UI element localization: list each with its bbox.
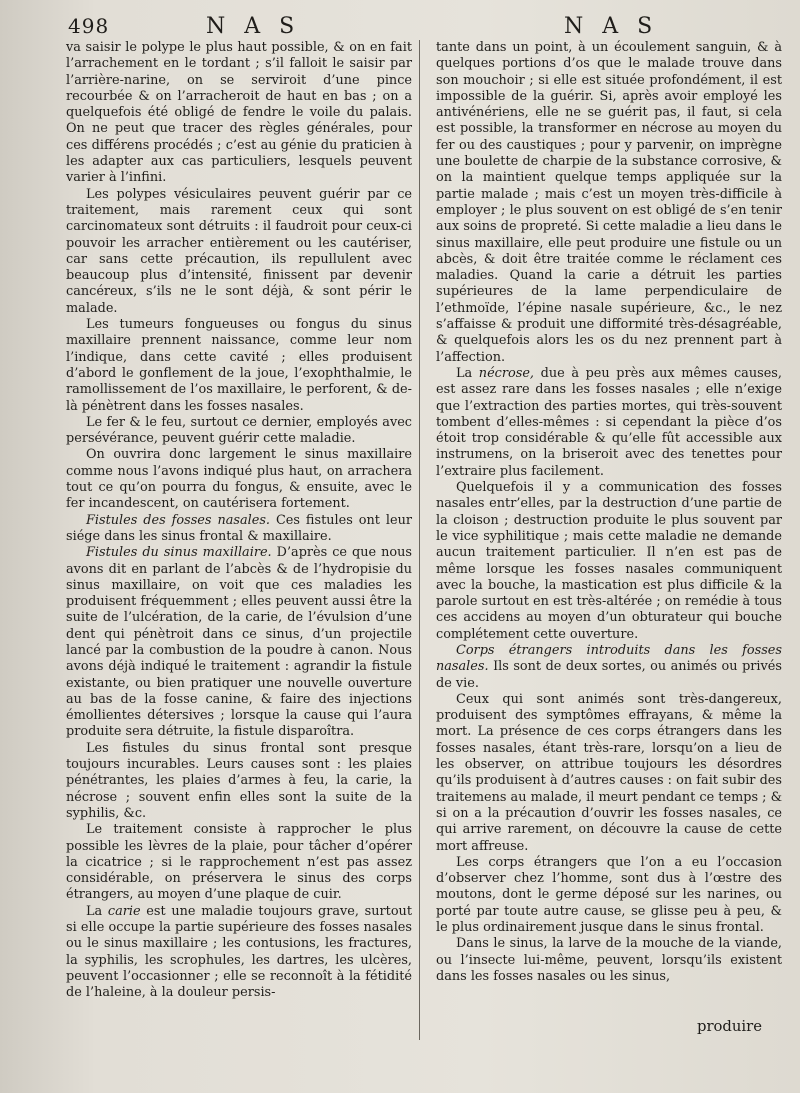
paragraph [436, 855, 782, 936]
paragraph [66, 40, 412, 187]
paragraph-text: va saisir le polype le plus haut possible, & on en fait l’arrachement en le tordant ; s’il falloit le saisir par l’arrière-narine, on se serviroit d’une pince recourbée & on l’arracheroit de haut en bas ; on a quelquefois été obligé de fendre le voile du palais. On ne peut que tracer des règles générales, pour ces différens procédés ; c’est au génie du praticien à les adapter aux cas particuliers, lesquels peuvent varier à l’infini. [66, 40, 412, 186]
paragraph [66, 447, 412, 512]
paragraph-text: Les fistules du sinus frontal sont presque toujours incurables. Leurs causes sont : les plaies pénétrantes, les plaies d’armes à feu, la carie, la nécrose ; souvent enfin elles sont la suite de la syphilis, &c. [66, 740, 412, 821]
paragraph [436, 643, 782, 692]
paragraph [66, 822, 412, 903]
paragraph-text: Ces fistules ont leur siége dans les sinus frontal & maxillaire. [66, 512, 412, 544]
paragraph [66, 317, 412, 415]
paragraph-prefix: La [86, 903, 108, 919]
column-divider [419, 40, 420, 1040]
paragraph-text: Le fer & le feu, surtout ce dernier, employés avec persévérance, peuvent guérir cette maladie. [66, 414, 412, 447]
paragraph-text: D’après ce que nous avons dit en parlant de l’abcès & de l’hydropisie du sinus maxillaire, on voit que ces maladies les produisent fréquemment ; elles peuvent aussi être la suite de l’ulcération, de la carie, de l’évulsion d’une dent qui pénètroit dans ce sinus, d’un projectile lancé par la combustion de la poudre à canon. Nous avons déjà indiqué le traitement : agrandir la fistule existante, ou bien pratiquer une nouvelle ouverture au bas de la fosse canine, & faire des injections émollientes détersives ; lorsque la cause qui l’aura produite sera détruite, la fistule disparoîtra. [66, 545, 412, 740]
paragraph-text: Les tumeurs fongueuses ou fongus du sinus maxillaire prennent naissance, comme leur nom l’indique, dans cette cavité ; elles produisent d’abord le gonflement de la joue, l’exophthalmie, le ramollissement de l’os maxillaire, le perforent, & de-là pénètrent dans les fosses nasales. [66, 317, 412, 414]
paragraph-text: due à peu près aux mêmes causes, est assez rare dans les fosses nasales ; elle n’exige que l’extraction des parties mortes, qui très-souvent tombent d’elles-mêmes : si cependant la pièce d’os étoit trop considérable & qu’elle fût accessible aux instrumens, on la briseroit avec des tenettes pour l’extraire plus facilement. [436, 365, 782, 479]
paragraph-text: On ouvrira donc largement le sinus maxillaire comme nous l’avons indiqué plus haut, on arrachera tout ce qu’on pourra du fongus, & ensuite, avec le fer incandescent, on cautérisera fortement. [66, 447, 412, 512]
paragraph [66, 741, 412, 822]
italic-heading: nécrose, [478, 365, 535, 381]
italic-heading: Fistules des fosses nasales. [86, 512, 271, 528]
italic-heading: carie [107, 903, 141, 919]
running-title-right: N A S [564, 14, 659, 39]
paragraph-text: tante dans un point, à un écoulement sanguin, & à quelques portions d’os que le malade trouve dans son mouchoir ; si elle est située profondément, il est impossible de la guérir. Si, après avoir employé les antivénériens, elle ne se guérit pas, il faut, si cela est possible, la transformer en nécrose au moyen du fer ou des caustiques ; pour y parvenir, on imprègne une boulette de charpie de la substance corrosive, & on la maintient quelque temps appliquée sur la partie malade ; mais c’est un moyen très-difficile à employer ; le plus souvent on est obligé de s’en tenir aux soins de propreté. Si cette maladie a lieu dans le sinus maxillaire, elle peut produire une fistule ou un abcès, & doit être traitée comme le réclament ces maladies. Quand la carie a détruit les parties supérieures de la lame perpendiculaire de l’ethmoïde, l’épine nasale supérieure, &c., le nez s’affaisse & produit une difformité très-désagréable, & quelquefois alors les os du nez prennent part à l’affection. [436, 40, 782, 365]
paragraph [66, 187, 412, 317]
paragraph-text: Ceux qui sont animés sont très-dangereux, produisent des symptômes effrayans, & même la mort. La présence de ces corps étrangers dans les fosses nasales, étant très-rare, lorsqu’on a lieu de les observer, on attribue toujours les désordres qu’ils produisent à d’autres causes : on fait subir des traitemens au malade, il meurt pendant ce temps ; & si on a la précaution d’ouvrir les fosses nasales, ce qui arrive rarement, on découvre la cause de cette mort affreuse. [436, 691, 782, 854]
paragraph-text: Les polypes vésiculaires peuvent guérir par ce traitement, mais rarement ceux qui sont carcinomateux sont détruits : il faudroit pour ceux-ci pouvoir les arracher entièrement ou les cautériser, car sans cette précaution, ils repullulent avec beaucoup plus d’intensité, finissent par devenir cancéreux, s’ils ne le sont déjà, & sont périr le malade. [66, 186, 412, 316]
paragraph-text: Les corps étrangers que l’on a eu l’occasion d’observer chez l’homme, sont dus à l’œstre des moutons, dont le germe déposé sur les narines, ou porté par toute autre cause, se glisse peu à peu, & le plus ordinairement jusque dans le sinus frontal. [436, 854, 782, 936]
paragraph [436, 480, 782, 643]
paragraph [66, 904, 412, 1002]
paragraph [436, 692, 782, 855]
paragraph-text: Quelquefois il y a communication des fosses nasales entr’elles, par la destruction d’une partie de la cloison ; destruction produite le plus souvent par le vice syphilitique ; mais cette maladie ne demande aucun traitement particulier. Il n’en est pas de même lorsque les fosses nasales communiquent avec la bouche, la mastication est plus difficile & la parole surtout en est très-altérée ; on remédie à tous ces accidens au moyen d’un obturateur qui bouche complétement cette ouverture. [436, 480, 782, 642]
paragraph-text: est une maladie toujours grave, surtout si elle occupe la partie supérieure des fosses nasales ou le sinus maxillaire ; les contusions, les fractures, la syphilis, les scrophules, les dartres, les ulcères, peuvent l’occasionner ; elle se reconnoît à la fétidité de l’haleine, à la douleur persis- [66, 903, 412, 1001]
paragraph-text: Ils sont de deux sortes, ou animés ou privés de vie. [436, 659, 782, 691]
paragraph [436, 366, 782, 480]
catchword: produire [696, 1018, 762, 1035]
running-title-left: N A S [206, 14, 301, 39]
paragraph [436, 936, 782, 985]
left-column [66, 40, 412, 1002]
running-head [66, 10, 782, 40]
italic-heading: Corps étrangers introduits dans les fosses nasales. [436, 642, 782, 675]
paragraph [436, 40, 782, 366]
text-columns [66, 40, 782, 1002]
page-number: 498 [68, 14, 110, 38]
right-column [436, 40, 782, 1002]
paragraph-prefix: La [456, 365, 479, 381]
paragraph [66, 415, 412, 448]
italic-heading: Fistules du sinus maxillaire. [86, 545, 272, 561]
paragraph-text: Dans le sinus, la larve de la mouche de la viande, ou l’insecte lui-même, peuvent, lorsqu’ils existent dans les fosses nasales ou les sinus, [436, 936, 782, 984]
paragraph [66, 513, 412, 546]
paragraph [66, 545, 412, 741]
paragraph-text: Le traitement consiste à rapprocher le plus possible les lèvres de la plaie, pour tâcher d’opérer la cicatrice ; si le rapprochement n’est pas assez considérable, on préservera le sinus des corps étrangers, au moyen d’une plaque de cuir. [66, 822, 412, 903]
